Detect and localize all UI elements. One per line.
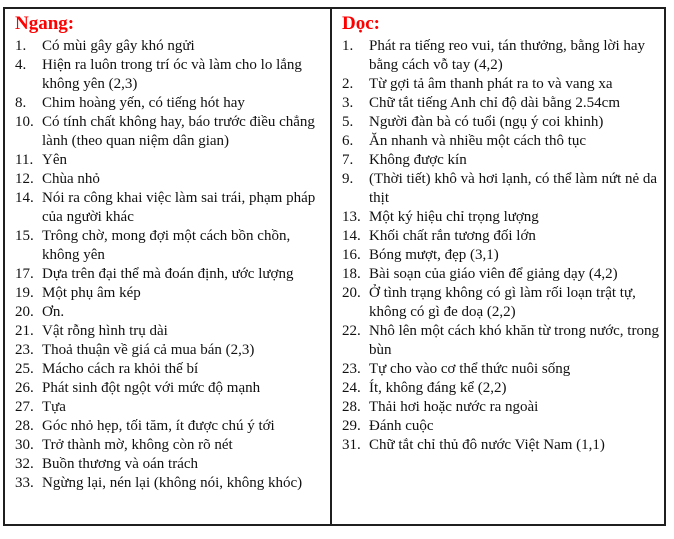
clue-item bbox=[15, 303, 326, 322]
clue-item bbox=[15, 94, 326, 113]
clue-item bbox=[342, 417, 660, 436]
clue-number: 6. bbox=[342, 133, 354, 149]
clue-number: 3. bbox=[342, 95, 354, 111]
clue-item bbox=[342, 132, 660, 151]
clue-number: 26. bbox=[15, 380, 34, 396]
clue-text: Ăn nhanh và nhiều một cách thô tục bbox=[369, 133, 587, 149]
clue-item bbox=[342, 94, 660, 113]
clue-text: Ngừng lại, nén lại (không nói, không khóc) bbox=[42, 475, 303, 491]
clue-text: Chữ tắt tiếng Anh chỉ độ dài bằng 2.54cm bbox=[369, 95, 621, 111]
clue-text: Trở thành mờ, không còn rõ nét bbox=[42, 437, 233, 453]
clue-text: Dựa trên đại thể mà đoán định, ước lượng bbox=[42, 266, 294, 282]
across-clue-list bbox=[15, 37, 326, 493]
clue-text: (Thời tiết) khô và hơi lạnh, có thể làm nứt nẻ da thịt bbox=[369, 171, 658, 206]
clue-text: Trông chờ, mong đợi một cách bồn chồn, không yên bbox=[42, 228, 291, 263]
clue-item bbox=[15, 398, 326, 417]
clue-text: Đánh cuộc bbox=[369, 418, 434, 434]
clue-item bbox=[342, 170, 660, 208]
clue-text: Phát ra tiếng reo vui, tán thưởng, bằng lời hay bằng cách vỗ tay (4,2) bbox=[369, 38, 646, 73]
clue-item bbox=[15, 227, 326, 265]
clue-text: Bóng mượt, đẹp (3,1) bbox=[369, 247, 499, 263]
clue-item bbox=[15, 341, 326, 360]
clue-number: 18. bbox=[342, 266, 361, 282]
down-clue-list bbox=[342, 37, 660, 455]
clue-item bbox=[15, 284, 326, 303]
clue-text: Ở tình trạng không có gì làm rối loạn trật tự, không có gì đe doạ (2,2) bbox=[369, 285, 636, 320]
clue-item bbox=[15, 417, 326, 436]
clue-number: 24. bbox=[342, 380, 361, 396]
clue-number: 33. bbox=[15, 475, 34, 491]
clue-text: Chữ tắt chỉ thủ đô nước Việt Nam (1,1) bbox=[369, 437, 605, 453]
clue-item bbox=[342, 75, 660, 94]
clue-text: Nhô lên một cách khó khăn từ trong nước, trong bùn bbox=[369, 323, 659, 358]
clue-item bbox=[342, 37, 660, 75]
clue-item bbox=[15, 113, 326, 151]
clue-text: Buồn thương và oán trách bbox=[42, 456, 199, 472]
clue-number: 21. bbox=[15, 323, 34, 339]
clue-item bbox=[342, 151, 660, 170]
clue-text: Một phụ âm kép bbox=[42, 285, 141, 301]
clue-item bbox=[342, 113, 660, 132]
clue-number: 12. bbox=[15, 171, 34, 187]
clue-number: 27. bbox=[15, 399, 34, 415]
clue-number: 8. bbox=[15, 95, 27, 111]
clue-text: Có mùi gây gây khó ngửi bbox=[42, 38, 195, 54]
clue-number: 31. bbox=[342, 437, 361, 453]
clue-item bbox=[342, 284, 660, 322]
clue-text: Chùa nhỏ bbox=[42, 171, 100, 187]
clue-item bbox=[342, 360, 660, 379]
clue-text: Thải hơi hoặc nước ra ngoài bbox=[369, 399, 539, 415]
clue-item bbox=[15, 360, 326, 379]
clue-item bbox=[342, 398, 660, 417]
clue-text: Góc nhỏ hẹp, tối tăm, ít được chú ý tới bbox=[42, 418, 275, 434]
clue-text: Vật rỗng hình trụ dài bbox=[42, 323, 168, 339]
clue-text: Hiện ra luôn trong trí óc và làm cho lo lắng không yên (2,3) bbox=[42, 57, 302, 92]
clue-number: 13. bbox=[342, 209, 361, 225]
clue-text: Khối chất rắn tương đối lớn bbox=[369, 228, 536, 244]
clue-text: Yên bbox=[42, 152, 67, 168]
across-column bbox=[5, 9, 332, 524]
clue-text: Ơn. bbox=[42, 304, 65, 320]
clue-item bbox=[342, 208, 660, 227]
clue-number: 16. bbox=[342, 247, 361, 263]
clue-text: Người đàn bà có tuổi (ngụ ý coi khinh) bbox=[369, 114, 604, 130]
clue-number: 2. bbox=[342, 76, 354, 92]
clue-item bbox=[15, 322, 326, 341]
clue-item bbox=[15, 170, 326, 189]
clue-number: 20. bbox=[342, 285, 361, 301]
clue-text: Mácho cách ra khỏi thế bí bbox=[42, 361, 199, 377]
clue-number: 28. bbox=[15, 418, 34, 434]
clue-text: Thoả thuận về giá cả mua bán (2,3) bbox=[42, 342, 255, 358]
clue-text: Chim hoàng yến, có tiếng hót hay bbox=[42, 95, 245, 111]
clue-number: 23. bbox=[342, 361, 361, 377]
clue-item bbox=[342, 265, 660, 284]
clue-number: 23. bbox=[15, 342, 34, 358]
clue-number: 30. bbox=[15, 437, 34, 453]
clue-number: 10. bbox=[15, 114, 34, 130]
clue-number: 15. bbox=[15, 228, 34, 244]
down-column bbox=[332, 9, 664, 524]
clue-text: Không được kín bbox=[369, 152, 467, 168]
clue-number: 20. bbox=[15, 304, 34, 320]
clue-text: Phát sinh đột ngột với mức độ mạnh bbox=[42, 380, 261, 396]
clues-table bbox=[3, 7, 666, 526]
clue-item bbox=[15, 151, 326, 170]
clue-number: 14. bbox=[15, 190, 34, 206]
clue-text: Tự cho vào cơ thể thức nuôi sống bbox=[369, 361, 571, 377]
clue-item bbox=[342, 436, 660, 455]
clue-item bbox=[15, 455, 326, 474]
down-title: Dọc: bbox=[342, 13, 380, 34]
clue-item bbox=[15, 379, 326, 398]
clue-item bbox=[15, 474, 326, 493]
clue-text: Tựa bbox=[42, 399, 66, 415]
clue-number: 9. bbox=[342, 171, 354, 187]
clue-text: Có tính chất không hay, báo trước điều chẳng lành (theo quan niệm dân gian) bbox=[42, 114, 315, 149]
clue-number: 22. bbox=[342, 323, 361, 339]
clue-number: 29. bbox=[342, 418, 361, 434]
clue-item bbox=[15, 37, 326, 56]
clue-item bbox=[15, 265, 326, 284]
clue-text: Ít, không đáng kể (2,2) bbox=[369, 380, 507, 396]
clue-number: 25. bbox=[15, 361, 34, 377]
clue-number: 32. bbox=[15, 456, 34, 472]
clue-number: 1. bbox=[15, 38, 27, 54]
clue-number: 28. bbox=[342, 399, 361, 415]
clue-number: 11. bbox=[15, 152, 34, 168]
clue-number: 1. bbox=[342, 38, 354, 54]
clue-number: 5. bbox=[342, 114, 354, 130]
clue-text: Từ gợi tả âm thanh phát ra to và vang xa bbox=[369, 76, 613, 92]
clue-item bbox=[342, 227, 660, 246]
across-title: Ngang: bbox=[15, 13, 75, 34]
clue-number: 14. bbox=[342, 228, 361, 244]
clue-text: Nói ra công khai việc làm sai trái, phạm pháp của người khác bbox=[42, 190, 316, 225]
clue-item bbox=[342, 379, 660, 398]
clue-number: 4. bbox=[15, 57, 27, 73]
clue-number: 19. bbox=[15, 285, 34, 301]
clue-number: 17. bbox=[15, 266, 34, 282]
clue-item bbox=[342, 246, 660, 265]
clue-text: Một ký hiệu chỉ trọng lượng bbox=[369, 209, 539, 225]
clue-text: Bài soạn của giáo viên để giảng dạy (4,2) bbox=[369, 266, 618, 282]
clue-item bbox=[15, 189, 326, 227]
clue-number: 7. bbox=[342, 152, 354, 168]
clue-item bbox=[342, 322, 660, 360]
clue-item bbox=[15, 436, 326, 455]
clue-item bbox=[15, 56, 326, 94]
